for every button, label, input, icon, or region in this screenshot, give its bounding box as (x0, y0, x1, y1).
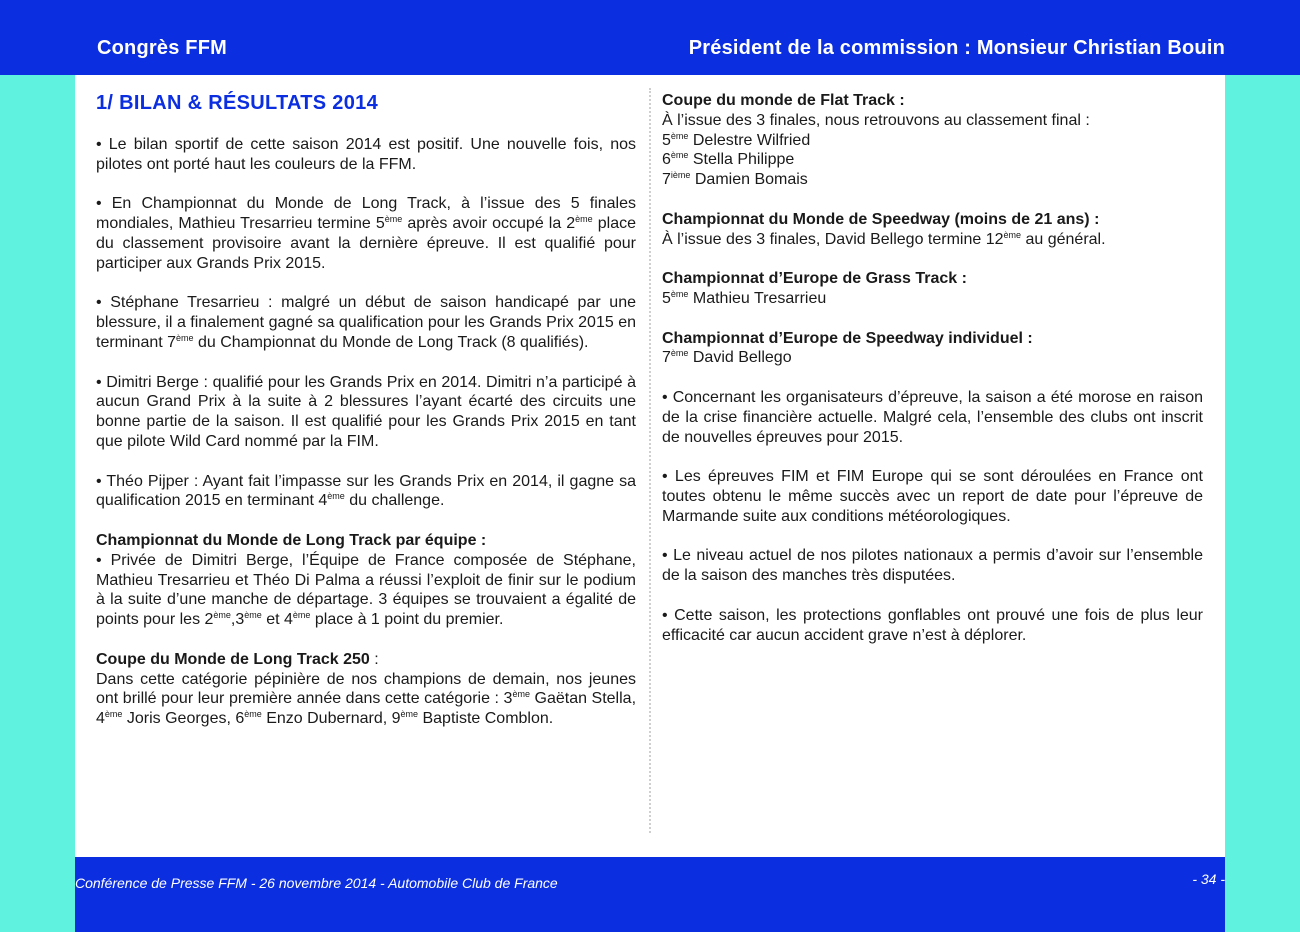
footer-conference: Conférence de Presse FFM - 26 novembre 2014 - Automobile Club de France (75, 875, 558, 891)
left-column (96, 91, 636, 749)
heading-long-track-equipe: Championnat du Monde de Long Track par équipe : (96, 531, 487, 549)
column-divider (649, 88, 651, 833)
paragraph-protections: • Cette saison, les protections gonflables ont prouvé une fois de plus leur efficacité car aucun accident grave n’est à déplorer. (662, 606, 1203, 644)
heading-long-track-250: Coupe du Monde de Long Track 250 : (96, 650, 379, 668)
page-header (0, 0, 1300, 75)
paragraph-long-track: • En Championnat du Monde de Long Track, à l’issue des 5 finales mondiales, Mathieu Tresarrieu termine 5ème après avoir occupé la 2ème place du classement provisoire avant la dernière épreuve. Il est qualifié pour participer aux Grands Prix 2015. (96, 195, 636, 272)
speedway-u21-result: À l’issue des 3 finales, David Bellego termine 12ème au général. (662, 229, 1106, 248)
right-column (662, 91, 1203, 665)
paragraph-epreuves-fim: • Les épreuves FIM et FIM Europe qui se sont déroulées en France ont toutes obtenu le même succès avec un report de date pour l’épreuve de Marmande suite aux conditions météorologiques. (662, 468, 1203, 525)
paragraph-dimitri: • Dimitri Berge : qualifié pour les Grands Prix en 2014. Dimitri n’a participé à aucun Grand Prix à la suite à 2 blessures l’ayant écarté des circuits une bonne partie de la saison. Il est qualifié pour les Grands Prix 2015 en tant que pilote Wild Card nommé par la FIM. (96, 373, 636, 450)
heading-speedway-u21: Championnat du Monde de Speedway (moins de 21 ans) : (662, 210, 1100, 228)
right-cyan-band (1225, 0, 1300, 932)
page-number: - 34 - (1192, 871, 1225, 887)
left-cyan-band (0, 0, 75, 932)
paragraph-bilan: • Le bilan sportif de cette saison 2014 est positif. Une nouvelle fois, nos pilotes ont porté haut les couleurs de la FFM. (96, 136, 636, 173)
paragraph-equipe: • Privée de Dimitri Berge, l’Équipe de France composée de Stéphane, Mathieu Tresarrieu et Théo Di Palma a réussi l’exploit de finir sur le podium à la suite d’une manche de départage. 3 équipes se trouvaient a égalité de points pour les 2ème,3ème et 4ème place à 1 point du premier. (96, 551, 636, 629)
header-president: Président de la commission : Monsieur Christian Bouin (688, 37, 1225, 59)
paragraph-stephane: • Stéphane Tresarrieu : malgré un début de saison handicapé par une blessure, il a finalement gagné sa qualification pour les Grands Prix 2015 en terminant 7ème du Championnat du Monde de Long Track (8 qualifiés). (96, 294, 636, 351)
paragraph-niveau: • Le niveau actuel de nos pilotes nationaux a permis d’avoir sur l’ensemble de la saison des manches très disputées. (662, 547, 1203, 585)
paragraph-organisateurs: • Concernant les organisateurs d’épreuve, la saison a été morose en raison de la crise financière actuelle. Malgré cela, l’ensemble des clubs ont inscrit de nouvelles épreuves pour 2015. (662, 388, 1203, 446)
flat-track-intro: À l’issue des 3 finales, nous retrouvons au classement final : (662, 111, 1090, 129)
section-title: 1/ BILAN & RÉSULTATS 2014 (96, 92, 378, 114)
paragraph-theo: • Théo Pijper : Ayant fait l’impasse sur les Grands Prix en 2014, il gagne sa qualification 2015 en terminant 4ème du challenge. (96, 472, 636, 510)
heading-flat-track: Coupe du monde de Flat Track : (662, 92, 905, 109)
flat-track-result-1: 5ème Delestre Wilfried (662, 130, 811, 149)
header-brand: Congrès FFM (97, 37, 227, 59)
paragraph-250: Dans cette catégorie pépinière de nos champions de demain, nos jeunes ont brillé pour leur première année dans cette catégorie : 3ème Gaëtan Stella, 4ème Joris Georges, 6ème Enzo Dubernard, 9ème Baptiste Comblon. (96, 670, 637, 728)
grass-track-result: 5ème Mathieu Tresarrieu (662, 288, 827, 307)
heading-speedway-europe: Championnat d’Europe de Speedway individuel : (662, 329, 1033, 347)
heading-grass-track: Championnat d’Europe de Grass Track : (662, 270, 967, 288)
speedway-europe-result: 7ème David Bellego (662, 348, 792, 367)
flat-track-result-2: 6ème Stella Philippe (662, 150, 795, 169)
flat-track-result-3: 7ième Damien Bomais (662, 170, 808, 189)
page-footer (75, 857, 1225, 932)
